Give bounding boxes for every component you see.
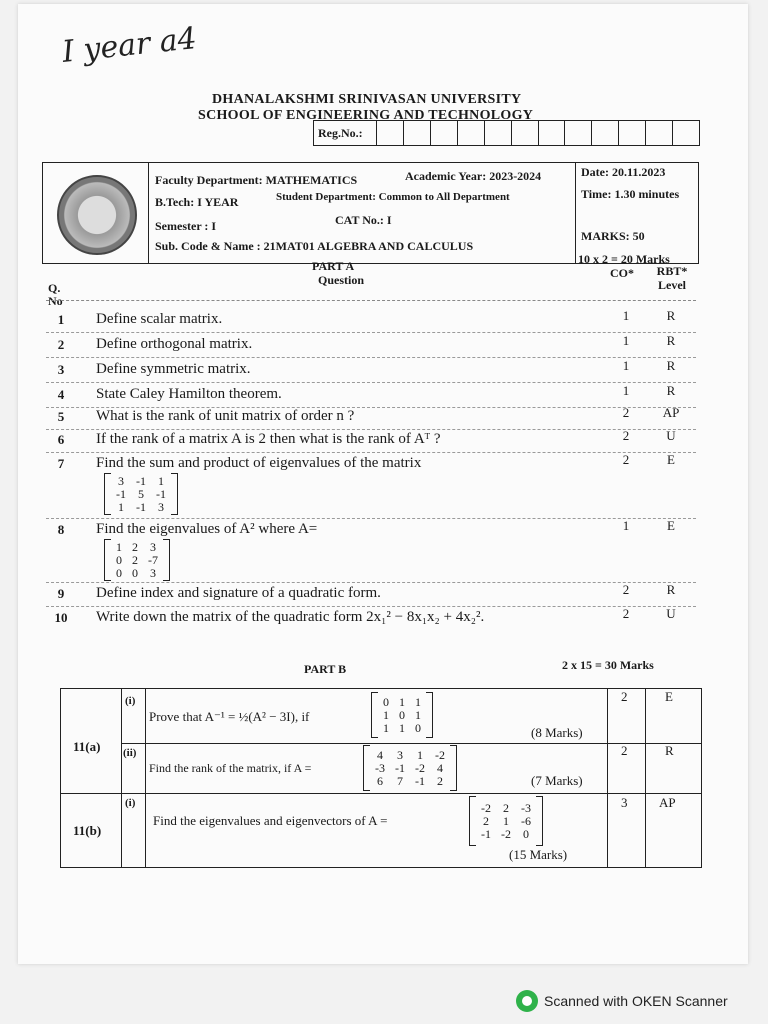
- question-header: Question: [318, 273, 365, 287]
- subject-name: Sub. Code & Name : 21MAT01 ALGEBRA AND CALCULUS: [155, 239, 474, 253]
- q1-co: 2: [621, 689, 628, 704]
- academic-year: Academic Year: 2023-2024: [405, 169, 542, 183]
- question-row: 5 What is the rank of unit matrix of order n ? 2 AP: [46, 405, 696, 430]
- question-row: 10 Write down the matrix of the quadratic form 2x₁² − 8x₁x₂ + 4x₂². 2 U: [54, 606, 676, 625]
- student-dept: Student Department: Common to All Department: [276, 191, 510, 203]
- scanner-footer: [516, 990, 728, 1012]
- q1-marks: (8 Marks): [531, 725, 583, 740]
- question-row: 6 If the rank of a matrix A is 2 then what is the rank of Aᵀ ? 2 U: [46, 428, 696, 453]
- q3-text: Find the eigenvalues and eigenvectors of A =: [153, 813, 388, 828]
- scanner-logo-icon: [516, 990, 538, 1012]
- q3-co: 3: [621, 795, 628, 810]
- btech-year: B.Tech: I YEAR: [155, 195, 239, 209]
- reg-label: Reg.No.:: [314, 121, 377, 145]
- question-row: 4 State Caley Hamilton theorem. 1 R: [46, 383, 696, 408]
- part-b-marks: 2 x 15 = 30 Marks: [562, 658, 654, 672]
- q2-co: 2: [621, 743, 628, 758]
- part-a-title: PART A: [312, 259, 355, 273]
- matrix-q1: 0 1 1 1 0 1 1 1 0: [371, 693, 433, 737]
- q2-marks: (7 Marks): [531, 773, 583, 788]
- reg-number-box: [313, 120, 700, 146]
- q11a-label: 11(a): [73, 739, 101, 754]
- university-name: DHANALAKSHMI SRINIVASAN UNIVERSITY: [212, 92, 522, 107]
- q1-text: Prove that A⁻¹ = ½(A² − 3I), if: [149, 709, 310, 724]
- sub-ii: (ii): [123, 747, 137, 759]
- exam-time: Time: 1.30 minutes: [581, 187, 680, 201]
- q11b-label: 11(b): [73, 823, 102, 838]
- cat-number: CAT No.: I: [335, 213, 392, 227]
- faculty-dept: Faculty Department: MATHEMATICS: [155, 173, 358, 187]
- part-b-table: [60, 688, 702, 868]
- exam-header-box: [42, 162, 699, 264]
- university-logo-icon: [57, 175, 137, 255]
- q2-text: Find the rank of the matrix, if A =: [149, 761, 312, 775]
- sub-i-b: (i): [125, 797, 136, 809]
- q3-rbt: AP: [659, 795, 676, 810]
- part-b-title: PART B: [304, 662, 347, 676]
- semester: Semester : I: [155, 219, 217, 233]
- question-row: 2 Define orthogonal matrix. 1 R: [46, 333, 696, 358]
- exam-date: Date: 20.11.2023: [581, 165, 666, 179]
- question-row: 3 Define symmetric matrix. 1 R: [46, 358, 696, 383]
- part-a-marks: 10 x 2 = 20 Marks: [578, 252, 670, 266]
- matrix-q2: 4 3 1 -2 -3 -1 -2 4 6 7 -1 2: [363, 746, 457, 790]
- co-header: CO*: [610, 266, 634, 280]
- sub-i: (i): [125, 695, 136, 707]
- total-marks: MARKS: 50: [581, 229, 645, 243]
- scanner-text: Scanned with OKEN Scanner: [544, 993, 728, 1009]
- matrix-q8: 1 2 3 0 2 -7 0 0 3: [104, 540, 170, 580]
- question-row: 9 Define index and signature of a quadratic form. 2 R: [46, 582, 696, 607]
- question-row: 1 Define scalar matrix. 1 R: [46, 308, 696, 333]
- school-name: SCHOOL OF ENGINEERING AND TECHNOLOGY: [198, 108, 534, 123]
- question-row: 8 Find the eigenvalues of A² where A= 1 E 1 2 3 0 2 -7 0 0 3: [46, 518, 696, 583]
- q1-rbt: E: [665, 689, 673, 704]
- rbt-header: RBT* Level: [656, 264, 688, 292]
- matrix-q7: 3 -1 1 -1 5 -1 1 -1 3: [104, 474, 178, 514]
- q-no-header: Q. No: [48, 281, 63, 308]
- question-row: 7 Find the sum and product of eigenvalues of the matrix 2 E 3 -1 1 -1 5 -1 1 -1 3: [46, 452, 696, 519]
- matrix-q3: -2 2 -3 2 1 -6 -1 -2 0: [469, 797, 543, 845]
- q2-rbt: R: [665, 743, 674, 758]
- handwritten-note: I year a4: [60, 21, 199, 70]
- q3-marks: (15 Marks): [509, 847, 568, 862]
